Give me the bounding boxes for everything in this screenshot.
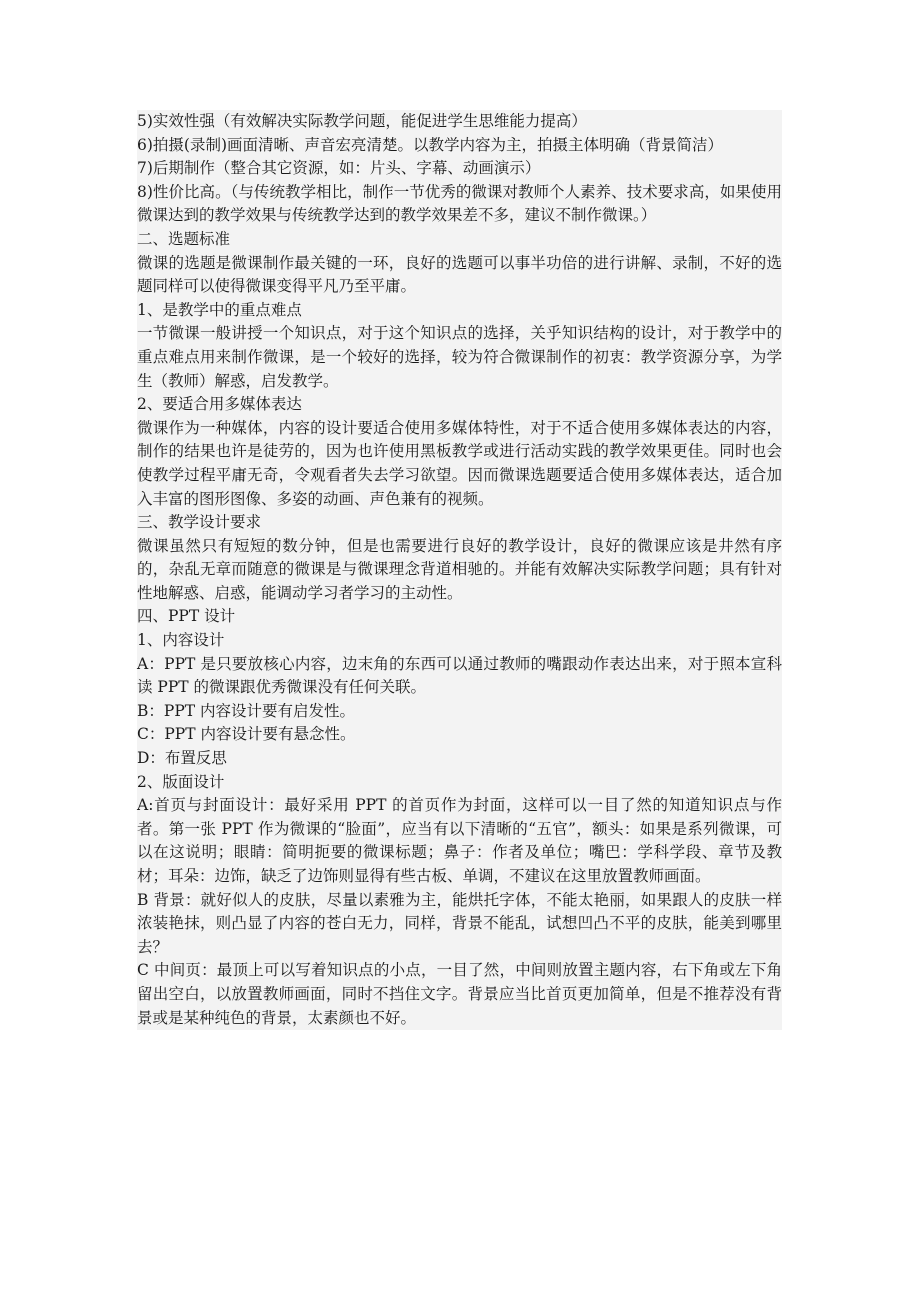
section-heading-3: 三、教学设计要求 [137,513,262,532]
subheading: 2、版面设计 [137,772,225,791]
body-paragraph: 微课作为一种媒体，内容的设计要适合使用多媒体特性，对于不适合使用多媒体表达的内容，制作的结果也许是徒劳的，因为也许使用黑板教学或进行活动实践的教学效果更佳。同时也会使教学过程平庸无奇，令观看者失去学习欲望。因而微课选题要适合使用多媒体表达，适合加入丰富的图形图像、多姿的动画、声色兼有的视频。 [137,418,782,508]
body-paragraph: 微课虽然只有短短的数分钟，但是也需要进行良好的教学设计，良好的微课应该是井然有序的，杂乱无章而随意的微课是与微课理念背道相驰的。并能有效解决实际教学问题；具有针对性地解惑、启惑，能调动学习者学习的主动性。 [137,536,782,602]
list-item-c: C：PPT 内容设计要有悬念性。 [137,725,356,744]
list-item-a: A：PPT 是只要放核心内容，边末角的东西可以通过教师的嘴跟动作表达出来，对于照本宣科读 PPT 的微课跟优秀微课没有任何关联。 [137,654,782,697]
body-paragraph: A:首页与封面设计：最好采用 PPT 的首页作为封面，这样可以一目了然的知道知识点与作者。第一张 PPT 作为微课的“脸面”，应当有以下清晰的“五官”，额头：如果是系列微课，可以在这说明；眼睛：简明扼要的微课标题；鼻子：作者及单位；嘴巴：学科学段、章节及教材；耳朵：边饰，缺乏了边饰则显得有些古板、单调，不建议在这里放置教师画面。 [137,796,782,885]
section-heading-4: 四、PPT 设计 [137,607,236,626]
document-body [137,110,782,1030]
list-item-8: 8)性价比高。（与传统教学相比，制作一节优秀的微课对教师个人素养、技术要求高，如果使用微课达到的教学效果与传统教学达到的教学效果差不多，建议不制作微课。） [137,182,782,225]
body-paragraph: 微课的选题是微课制作最关键的一环，良好的选题可以事半功倍的进行讲解、录制，不好的选题同样可以使得微课变得平凡乃至平庸。 [137,253,782,296]
list-item-7: 7)后期制作（整合其它资源，如：片头、字幕、动画演示） [137,159,541,178]
subheading: 1、是教学中的重点难点 [137,300,302,319]
list-item-6: 6)拍摄(录制)画面清晰、声音宏亮清楚。以教学内容为主，拍摄主体明确（背景简洁） [137,135,724,154]
subheading: 2、要适合用多媒体表达 [137,395,302,414]
subheading: 1、内容设计 [137,631,225,650]
list-item-b: B：PPT 内容设计要有启发性。 [137,701,356,720]
list-item-d: D：布置反思 [137,749,227,768]
list-item-5: 5)实效性强（有效解决实际教学问题，能促进学生思维能力提高） [137,112,587,130]
body-paragraph: 一节微课一般讲授一个知识点，对于这个知识点的选择，关乎知识结构的设计，对于教学中的重点难点用来制作微课，是一个较好的选择，较为符合微课制作的初衷：教学资源分享，为学生（教师）解惑，启发教学。 [137,324,782,390]
body-paragraph: C 中间页：最顶上可以写着知识点的小点，一目了然，中间则放置主题内容，右下角或左下角留出空白，以放置教师画面，同时不挡住文字。背景应当比首页更加简单，但是不推荐没有背景或是某种纯色的背景，太素颜也不好。 [137,961,782,1027]
body-paragraph: B 背景：就好似人的皮肤，尽量以素雅为主，能烘托字体，不能太艳丽，如果跟人的皮肤一样浓装艳抹，则凸显了内容的苍白无力，同样，背景不能乱，试想凹凸不平的皮肤，能美到哪里去？ [137,890,782,956]
section-heading-2: 二、选题标准 [137,229,231,248]
